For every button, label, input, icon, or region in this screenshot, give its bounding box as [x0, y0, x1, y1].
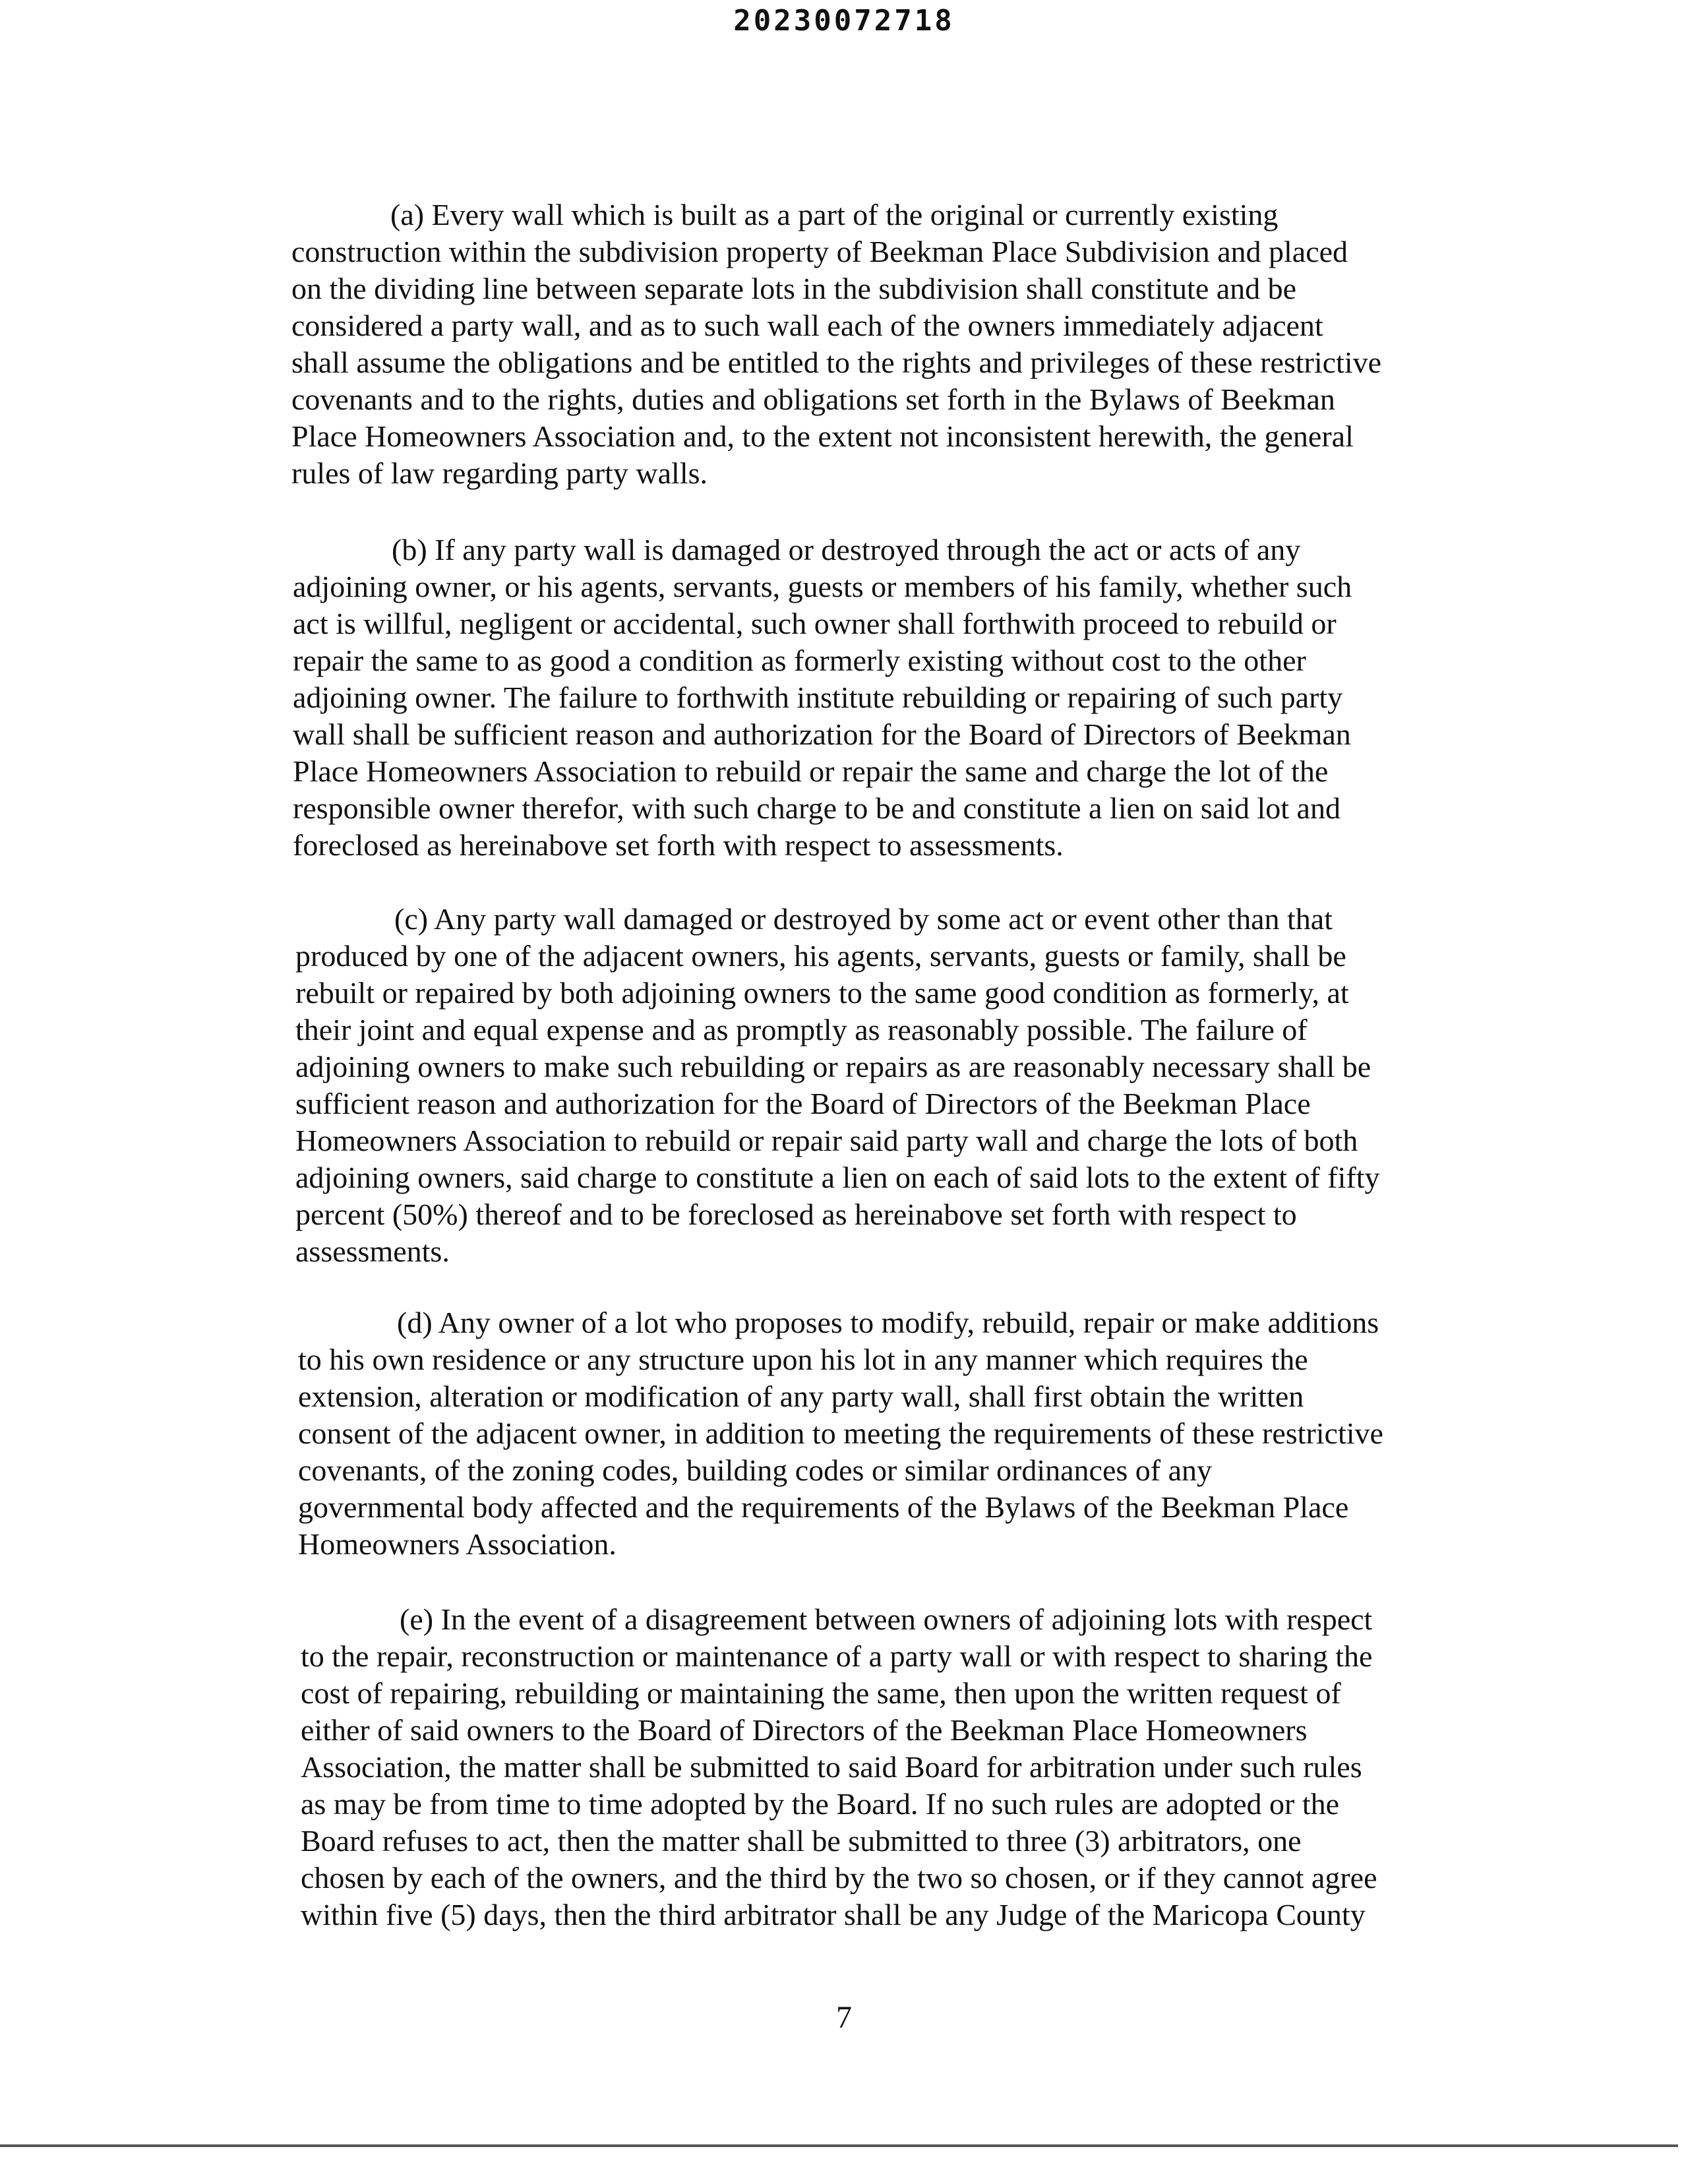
paragraph-line: assessments.: [295, 1234, 450, 1268]
paragraph-line: (c) Any party wall damaged or destroyed by some act or event other than that: [394, 902, 1333, 936]
paragraph-line: responsible owner therefor, with such charge to be and constitute a lien on said lot and: [293, 791, 1341, 825]
paragraph-line: covenants and to the rights, duties and obligations set forth in the Bylaws of Beekman: [291, 382, 1335, 416]
paragraph-line: shall assume the obligations and be entitled to the rights and privileges of these restrictive: [291, 346, 1382, 379]
paragraph-line: covenants, of the zoning codes, building codes or similar ordinances of any: [298, 1453, 1213, 1487]
paragraph-a: [291, 197, 1478, 492]
paragraph-line: wall shall be sufficient reason and authorization for the Board of Directors of Beekman: [293, 717, 1351, 751]
paragraph-b: [293, 531, 1480, 864]
page-number: 7: [836, 2000, 852, 2035]
paragraph-line: chosen by each of the owners, and the third by the two so chosen, or if they cannot agree: [301, 1861, 1377, 1895]
paragraph-line: as may be from time to time adopted by the Board. If no such rules are adopted or the: [301, 1787, 1340, 1821]
paragraph-line: on the dividing line between separate lots in the subdivision shall constitute and be: [291, 272, 1297, 305]
paragraph-line: (a) Every wall which is built as a part of the original or currently existing: [390, 198, 1279, 231]
paragraph-line: Place Homeowners Association to rebuild or repair the same and charge the lot of the: [293, 754, 1329, 788]
paragraph-line: cost of repairing, rebuilding or maintaining the same, then upon the written request of: [301, 1676, 1341, 1710]
paragraph-line: rules of law regarding party walls.: [291, 456, 708, 490]
paragraph-line: sufficient reason and authorization for the Board of Directors of the Beekman Place: [295, 1087, 1311, 1120]
paragraph-line: act is willful, negligent or accidental, such owner shall forthwith proceed to rebuild or: [293, 607, 1337, 640]
paragraph-line: Homeowners Association to rebuild or repair said party wall and charge the lots of both: [295, 1124, 1358, 1157]
paragraph-line: adjoining owner, or his agents, servants, guests or members of his family, whether such: [293, 570, 1352, 603]
paragraph-line: produced by one of the adjacent owners, his agents, servants, guests or family, shall be: [295, 939, 1346, 973]
paragraph-line: percent (50%) thereof and to be foreclosed as hereinabove set forth with respect to: [295, 1198, 1297, 1231]
paragraph-line: to the repair, reconstruction or maintenance of a party wall or with respect to sharing the: [301, 1639, 1373, 1673]
recording-number: 20230072718: [733, 4, 955, 38]
paragraph-line: Place Homeowners Association and, to the extent not inconsistent herewith, the general: [291, 419, 1354, 453]
paragraph-line: repair the same to as good a condition as formerly existing without cost to the other: [293, 644, 1306, 677]
paragraph-line: (e) In the event of a disagreement between owners of adjoining lots with respect: [400, 1602, 1373, 1636]
paragraph-line: (b) If any party wall is damaged or destroyed through the act or acts of any: [392, 533, 1301, 566]
paragraph-line: adjoining owner. The failure to forthwith institute rebuilding or repairing of such party: [293, 681, 1343, 714]
paragraph-line: (d) Any owner of a lot who proposes to modify, rebuild, repair or make additions: [397, 1306, 1379, 1339]
paragraph-line: adjoining owners, said charge to constitute a lien on each of said lots to the extent of fifty: [295, 1161, 1380, 1194]
paragraph-line: considered a party wall, and as to such wall each of the owners immediately adjacent: [291, 309, 1323, 342]
paragraph-line: Board refuses to act, then the matter shall be submitted to three (3) arbitrators, one: [301, 1824, 1302, 1858]
paragraph-line: within five (5) days, then the third arbitrator shall be any Judge of the Maricopa County: [301, 1898, 1366, 1931]
paragraph-line: construction within the subdivision property of Beekman Place Subdivision and placed: [291, 235, 1348, 268]
paragraph-line: Homeowners Association.: [298, 1527, 617, 1561]
paragraph-line: rebuilt or repaired by both adjoining owners to the same good condition as formerly, at: [295, 976, 1349, 1010]
bottom-rule: [0, 2144, 1678, 2147]
paragraph-line: governmental body affected and the requirements of the Bylaws of the Beekman Place: [298, 1490, 1349, 1524]
paragraph-line: either of said owners to the Board of Directors of the Beekman Place Homeowners: [301, 1713, 1308, 1747]
paragraph-line: adjoining owners to make such rebuilding or repairs as are reasonably necessary shall be: [295, 1050, 1372, 1083]
paragraph-line: consent of the adjacent owner, in addition to meeting the requirements of these restrictive: [298, 1416, 1383, 1450]
paragraph-line: their joint and equal expense and as promptly as reasonably possible. The failure of: [295, 1013, 1308, 1046]
paragraph-e: [301, 1601, 1488, 1933]
paragraph-line: extension, alteration or modification of any party wall, shall first obtain the written: [298, 1380, 1304, 1413]
paragraph-line: to his own residence or any structure upon his lot in any manner which requires the: [298, 1343, 1308, 1376]
paragraph-d: [298, 1304, 1485, 1563]
paragraph-line: Association, the matter shall be submitted to said Board for arbitration under such rules: [301, 1750, 1362, 1784]
paragraph-line: foreclosed as hereinabove set forth with respect to assessments.: [293, 828, 1064, 862]
paragraph-c: [295, 901, 1482, 1270]
